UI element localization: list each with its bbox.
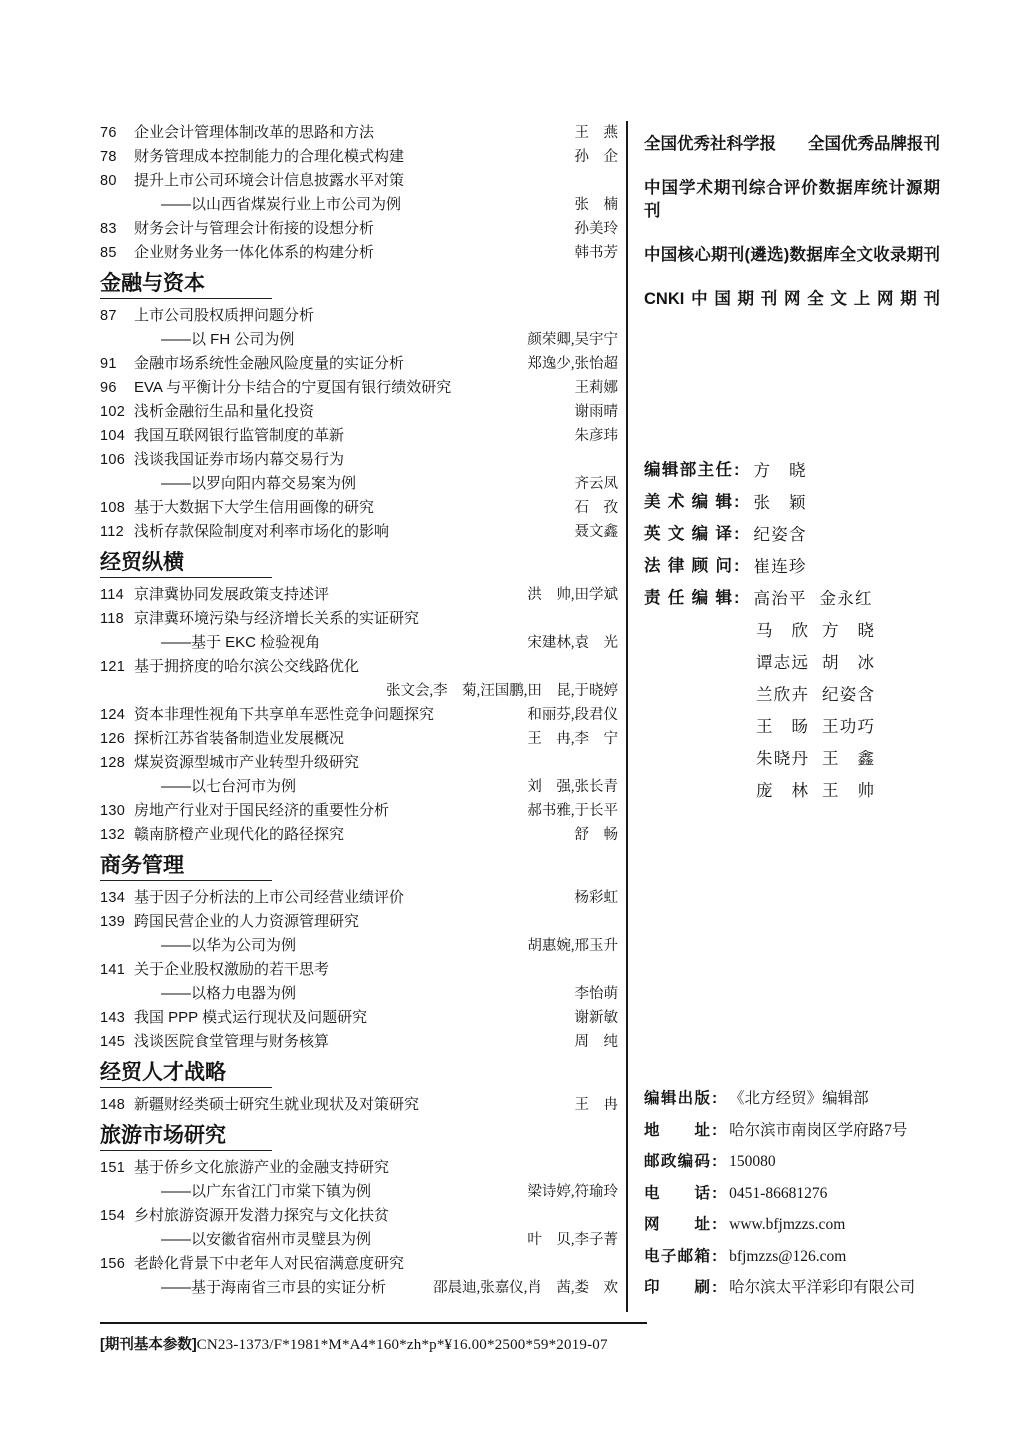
publication-colon: : (712, 1090, 718, 1107)
publication-colon: : (712, 1247, 718, 1265)
toc-entry-row (100, 520, 618, 544)
staff-names (754, 455, 820, 487)
toc-entry-row (100, 1156, 618, 1180)
toc-entry-title: 浅谈我国证券市场内幕交易行为 (134, 451, 345, 468)
toc-entry-title: 企业财务业务一体化体系的构建分析 (134, 244, 375, 261)
staff-role-label: 法律顾问 (644, 557, 732, 575)
toc-entry-authors: 王 冉 (574, 1097, 618, 1113)
accolade-text: 全国优秀社科学报 (644, 135, 776, 153)
toc-entry-row (100, 121, 618, 145)
toc-entry-page-number: 145 (100, 1034, 126, 1050)
toc-entry-authors: 胡惠婉,邢玉升 (527, 938, 618, 954)
toc-entry-title: 我国 PPP 模式运行现状及问题研究 (134, 1009, 368, 1026)
staff-name: 王功巧 (822, 717, 874, 736)
toc-entry-row (100, 823, 618, 847)
toc-entry-page-number: 156 (100, 1256, 126, 1272)
staff-role-label: 责任编辑 (644, 589, 732, 607)
publication-label: 电子邮箱 (644, 1247, 710, 1265)
publication-value: 0451-86681276 (729, 1184, 828, 1202)
toc-entry-title: 京津冀环境污染与经济增长关系的实证研究 (134, 610, 420, 627)
parameters-value: CN23-1373/F*1981*M*A4*160*zh*p*¥16.00*2500*59*2019-07 (196, 1337, 608, 1353)
toc-entry-authors: 孙 企 (574, 149, 618, 165)
publication-row (644, 1146, 944, 1178)
publication-value: 哈尔滨市南岗区学府路7号 (729, 1121, 908, 1139)
staff-colon: : (734, 525, 740, 543)
toc-entry-subtitle: ——以安徽省宿州市灵璧县为例 (161, 1231, 372, 1248)
toc-entry-page-number: 148 (100, 1097, 126, 1113)
toc-entry-subtitle: ——以七台河市为例 (161, 778, 297, 795)
toc-entry-subtitle-row (100, 934, 618, 958)
responsible-editor-row (756, 679, 944, 711)
toc-entry-authors: 韩书芳 (574, 245, 618, 261)
toc-entry-page-number: 104 (100, 428, 126, 444)
main-row (100, 121, 1024, 1312)
accolade-text: 全国优秀品牌报刊 (808, 135, 940, 153)
toc-entry-page-number: 143 (100, 1010, 126, 1026)
toc-entry-row (100, 376, 618, 400)
toc-entry-page-number: 121 (100, 659, 126, 675)
toc-section-title: 金融与资本 (100, 272, 205, 295)
accolades-block (644, 133, 940, 332)
toc-entry-subtitle-row (100, 328, 618, 352)
staff-row (644, 583, 944, 615)
publication-row (644, 1209, 944, 1241)
responsible-editor-row (756, 743, 944, 775)
toc-entry-subtitle-row (100, 631, 618, 655)
staff-role-label: 英文编译 (644, 525, 732, 543)
toc-entry-page-number: 154 (100, 1208, 126, 1224)
staff-name: 朱晓丹 (756, 749, 808, 768)
staff-name: 方晓 (822, 621, 874, 640)
toc-entry-title: 财务管理成本控制能力的合理化模式构建 (134, 148, 405, 165)
toc-entry-page-number: 80 (100, 173, 117, 189)
toc-entry-row (100, 607, 618, 631)
toc-entry-authors: 李怡萌 (574, 986, 618, 1002)
toc-entry-title: 乡村旅游资源开发潜力探究与文化扶贫 (134, 1207, 390, 1224)
publication-value: www.bfjmzzs.com (729, 1216, 846, 1233)
toc-entry-authors: 周 纯 (574, 1034, 618, 1050)
responsible-editor-row (756, 775, 944, 807)
toc-entry-row (100, 583, 618, 607)
toc-entry-title: 基于大数据下大学生信用画像的研究 (134, 499, 375, 516)
toc-entry-title: 我国互联网银行监管制度的革新 (134, 427, 345, 444)
publication-row (644, 1115, 944, 1147)
publication-row (644, 1272, 944, 1304)
toc-entry-authors: 舒 畅 (574, 827, 618, 843)
toc-entry-subtitle: ——以 FH 公司为例 (161, 331, 295, 348)
publication-colon: : (712, 1216, 718, 1233)
toc-entry-title: 房地产行业对于国民经济的重要性分析 (134, 802, 390, 819)
toc-entry-authors: 石 孜 (574, 500, 618, 516)
toc-entry-title: 基于因子分析法的上市公司经营业绩评价 (134, 889, 405, 906)
toc-entry-title: 赣南脐橙产业现代化的路径探究 (134, 826, 345, 843)
toc-entry-page-number: 78 (100, 149, 117, 165)
toc-entry-authors: 王莉娜 (574, 380, 618, 396)
toc-entry-authors: 刘 强,张长青 (527, 779, 618, 795)
staff-role-label: 美术编辑 (644, 493, 732, 511)
staff-names (754, 551, 820, 583)
publication-row (644, 1083, 944, 1115)
toc-entry-page-number: 83 (100, 221, 117, 237)
staff-name: 金永红 (819, 589, 872, 608)
toc-entry-title: 煤炭资源型城市产业转型升级研究 (134, 754, 360, 771)
toc-section-header (100, 271, 618, 299)
toc-entry-subtitle-row (100, 1228, 618, 1252)
toc-entry-subtitle-row (100, 775, 618, 799)
toc-entry-title: 浅析存款保险制度对利率市场化的影响 (134, 523, 390, 540)
staff-name: 张颖 (753, 493, 806, 512)
publication-colon: : (712, 1153, 718, 1170)
toc-entry-page-number: 96 (100, 380, 117, 396)
toc-entry-page-number: 134 (100, 890, 126, 906)
toc-entry-page-number: 124 (100, 707, 126, 723)
staff-name: 王旸 (756, 717, 808, 736)
toc-entry-row (100, 448, 618, 472)
toc-section-header (100, 1060, 618, 1088)
toc-entry-title: 资本非理性视角下共享单车恶性竞争问题探究 (134, 706, 435, 723)
toc-entry-row (100, 1252, 618, 1276)
toc-entry-authors: 聂文鑫 (574, 524, 618, 540)
toc-entry-subtitle: ——以罗向阳内幕交易案为例 (161, 475, 357, 492)
staff-colon: : (734, 493, 740, 511)
toc-entry-title: 关于企业股权激励的若干思考 (134, 961, 330, 978)
toc-entry-authors: 杨彩虹 (574, 890, 618, 906)
toc-entry-authors: 郑逸少,张怡超 (527, 356, 618, 372)
staff-name: 庞林 (756, 781, 808, 800)
toc-entry-subtitle: ——以山西省煤炭行业上市公司为例 (161, 196, 402, 213)
toc-entry-subtitle: ——以格力电器为例 (161, 985, 297, 1002)
publication-value: bfjmzzs@126.com (729, 1247, 847, 1265)
staff-names (754, 487, 820, 519)
toc-section-title: 商务管理 (100, 854, 184, 877)
toc-entry-subtitle-row (100, 193, 618, 217)
toc-entry-authors-row (100, 679, 618, 703)
toc-entry-authors: 谢新敏 (574, 1010, 618, 1026)
toc-entry-authors: 邵晨迪,张嘉仪,肖 茜,娄 欢 (433, 1280, 618, 1296)
toc-entry-subtitle-row (100, 982, 618, 1006)
staff-names (754, 583, 886, 615)
toc-entry-row (100, 727, 618, 751)
toc-entry-authors: 朱彦玮 (574, 428, 618, 444)
toc-entry-page-number: 85 (100, 245, 117, 261)
toc-entry-row (100, 217, 618, 241)
publication-colon: : (712, 1184, 718, 1202)
toc-entry-title: 京津冀协同发展政策支持述评 (134, 586, 330, 603)
toc-entry-page-number: 139 (100, 914, 126, 930)
toc-entry-subtitle: ——基于 EKC 检验视角 (161, 634, 321, 651)
toc-entry-title: 浅析金融衍生品和量化投资 (134, 403, 315, 420)
toc-entry-authors: 张文会,李 菊,汪国鹏,田 昆,于晓婷 (386, 683, 618, 699)
toc-entry-row (100, 655, 618, 679)
accolade-line (644, 133, 940, 156)
staff-row (644, 455, 944, 487)
publication-label: 地址 (644, 1121, 710, 1139)
publication-label: 网址 (644, 1216, 710, 1233)
toc-entry-authors: 谢雨晴 (574, 404, 618, 420)
toc-entry-row (100, 1093, 618, 1117)
toc-section-header (100, 853, 618, 881)
publication-label: 电话 (644, 1184, 710, 1202)
info-column (628, 121, 944, 1312)
publication-colon: : (712, 1279, 718, 1296)
toc-entry-row (100, 424, 618, 448)
staff-name: 马欣 (756, 621, 808, 640)
toc-entry-page-number: 106 (100, 452, 126, 468)
toc-entry-row (100, 799, 618, 823)
toc-entry-page-number: 151 (100, 1160, 126, 1176)
toc-entry-page-number: 102 (100, 404, 126, 420)
toc-entry-page-number: 76 (100, 125, 117, 141)
toc-entry-row (100, 1030, 618, 1054)
toc-entry-subtitle-row (100, 472, 618, 496)
toc-entry-authors: 颜荣卿,吴宇宁 (527, 332, 618, 348)
toc-entry-row (100, 496, 618, 520)
toc-entry-authors: 王 燕 (574, 125, 618, 141)
staff-name: 王鑫 (822, 749, 874, 768)
toc-entry-page-number: 132 (100, 827, 126, 843)
publication-row (644, 1241, 944, 1273)
toc-section-title: 经贸人才战略 (100, 1061, 226, 1084)
toc-entry-page-number: 108 (100, 500, 126, 516)
staff-colon: : (734, 461, 740, 479)
staff-name: 王帅 (822, 781, 874, 800)
toc-entry-title: 新疆财经类硕士研究生就业现状及对策研究 (134, 1096, 420, 1113)
toc-entry-authors: 王 冉,李 宁 (527, 731, 618, 747)
toc-entry-row (100, 958, 618, 982)
staff-name: 纪姿含 (753, 525, 806, 544)
publication-value: 哈尔滨太平洋彩印有限公司 (729, 1279, 916, 1296)
toc-entry-page-number: 114 (100, 587, 125, 603)
toc-entry-subtitle-row (100, 1276, 618, 1300)
toc-entry-subtitle-row (100, 1180, 618, 1204)
toc-entry-subtitle: ——以广东省江门市棠下镇为例 (161, 1183, 372, 1200)
toc-entry-title: EVA 与平衡计分卡结合的宁夏国有银行绩效研究 (134, 379, 452, 396)
toc-entry-authors: 郝书雅,于长平 (527, 803, 618, 819)
toc-entry-subtitle: ——基于海南省三市县的实证分析 (161, 1279, 387, 1296)
toc-entry-authors: 和丽芬,段君仪 (527, 707, 618, 723)
toc-entry-title: 浅谈医院食堂管理与财务核算 (134, 1033, 330, 1050)
toc-entry-row (100, 352, 618, 376)
toc-entry-row (100, 169, 618, 193)
toc-entry-row (100, 145, 618, 169)
accolade-line: 中国学术期刊综合评价数据库统计源期刊 (644, 179, 940, 220)
toc-entry-authors: 叶 贝,李子菁 (527, 1232, 618, 1248)
staff-colon: : (734, 557, 740, 575)
toc-entry-title: 企业会计管理体制改革的思路和方法 (134, 124, 375, 141)
staff-names (754, 519, 820, 551)
toc-section-header (100, 1123, 618, 1151)
toc-entry-page-number: 118 (100, 611, 125, 627)
toc-entry-title: 上市公司股权质押问题分析 (134, 307, 315, 324)
toc-entry-page-number: 126 (100, 731, 126, 747)
toc-entry-page-number: 87 (100, 308, 117, 324)
staff-colon: : (734, 589, 740, 607)
accolade-line: 中国核心期刊(遴选)数据库全文收录期刊 (644, 246, 940, 264)
staff-row (644, 551, 944, 583)
toc-entry-row (100, 703, 618, 727)
publication-label: 编辑出版 (644, 1090, 710, 1107)
staff-name: 高治平 (753, 589, 806, 608)
toc-entry-page-number: 130 (100, 803, 126, 819)
publication-info-block (644, 1083, 944, 1304)
staff-name: 胡冰 (822, 653, 874, 672)
toc-entry-row (100, 400, 618, 424)
toc-section-title: 经贸纵横 (100, 551, 184, 574)
staff-name: 方晓 (753, 461, 806, 480)
toc-entry-title: 金融市场系统性金融风险度量的实证分析 (134, 355, 405, 372)
publication-value: 《北方经贸》编辑部 (729, 1090, 869, 1107)
toc-entry-title: 探析江苏省装备制造业发展概况 (134, 730, 345, 747)
toc-entry-page-number: 91 (100, 356, 117, 372)
publication-row (644, 1178, 944, 1210)
toc-entry-authors: 齐云凤 (574, 476, 618, 492)
publication-label: 邮政编码 (644, 1153, 710, 1170)
toc-entry-title: 基于侨乡文化旅游产业的金融支持研究 (134, 1159, 390, 1176)
staff-row (644, 519, 944, 551)
toc-entry-title: 老龄化背景下中老年人对民宿满意度研究 (134, 1255, 405, 1272)
editorial-staff-block (644, 455, 944, 807)
publication-label: 印刷 (644, 1279, 710, 1296)
toc-entry-row (100, 1204, 618, 1228)
staff-name: 纪姿含 (822, 685, 874, 704)
toc-section-title: 旅游市场研究 (100, 1124, 226, 1147)
toc-entry-authors: 张 楠 (574, 197, 618, 213)
parameters-prefix: [期刊基本参数] (100, 1337, 197, 1353)
toc-entry-authors: 洪 帅,田学斌 (527, 587, 618, 603)
toc-entry-row (100, 910, 618, 934)
toc-entry-row (100, 886, 618, 910)
accolade-line: CNKI中国期刊网全文上网期刊 (644, 290, 940, 308)
toc-entry-row (100, 304, 618, 328)
staff-name: 崔连珍 (753, 557, 806, 576)
toc-entry-page-number: 112 (100, 524, 125, 540)
staff-role-label: 编辑部主任 (644, 461, 732, 479)
journal-parameters-line (100, 1322, 647, 1354)
toc-entry-authors: 宋建林,袁 光 (527, 635, 618, 651)
toc-entry-page-number: 128 (100, 755, 126, 771)
toc-entry-authors: 梁诗婷,符瑜玲 (527, 1184, 618, 1200)
toc-entry-page-number: 141 (100, 962, 126, 978)
publication-value: 150080 (729, 1153, 776, 1170)
toc-entry-title: 财务会计与管理会计衔接的设想分析 (134, 220, 375, 237)
staff-name: 兰欣卉 (756, 685, 808, 704)
staff-row (644, 487, 944, 519)
responsible-editor-row (756, 615, 944, 647)
toc-entry-authors: 孙美玲 (574, 221, 618, 237)
toc-entry-row (100, 1006, 618, 1030)
staff-name: 谭志远 (756, 653, 808, 672)
toc-column (100, 121, 628, 1312)
toc-entry-title: 基于拥挤度的哈尔滨公交线路优化 (134, 658, 360, 675)
publication-colon: : (712, 1121, 718, 1139)
toc-section-header (100, 550, 618, 578)
toc-entry-subtitle: ——以华为公司为例 (161, 937, 297, 954)
toc-entry-row (100, 751, 618, 775)
toc-entry-title: 跨国民营企业的人力资源管理研究 (134, 913, 360, 930)
toc-entry-title: 提升上市公司环境会计信息披露水平对策 (134, 172, 405, 189)
responsible-editor-row (756, 711, 944, 743)
toc-entry-row (100, 241, 618, 265)
responsible-editor-row (756, 647, 944, 679)
